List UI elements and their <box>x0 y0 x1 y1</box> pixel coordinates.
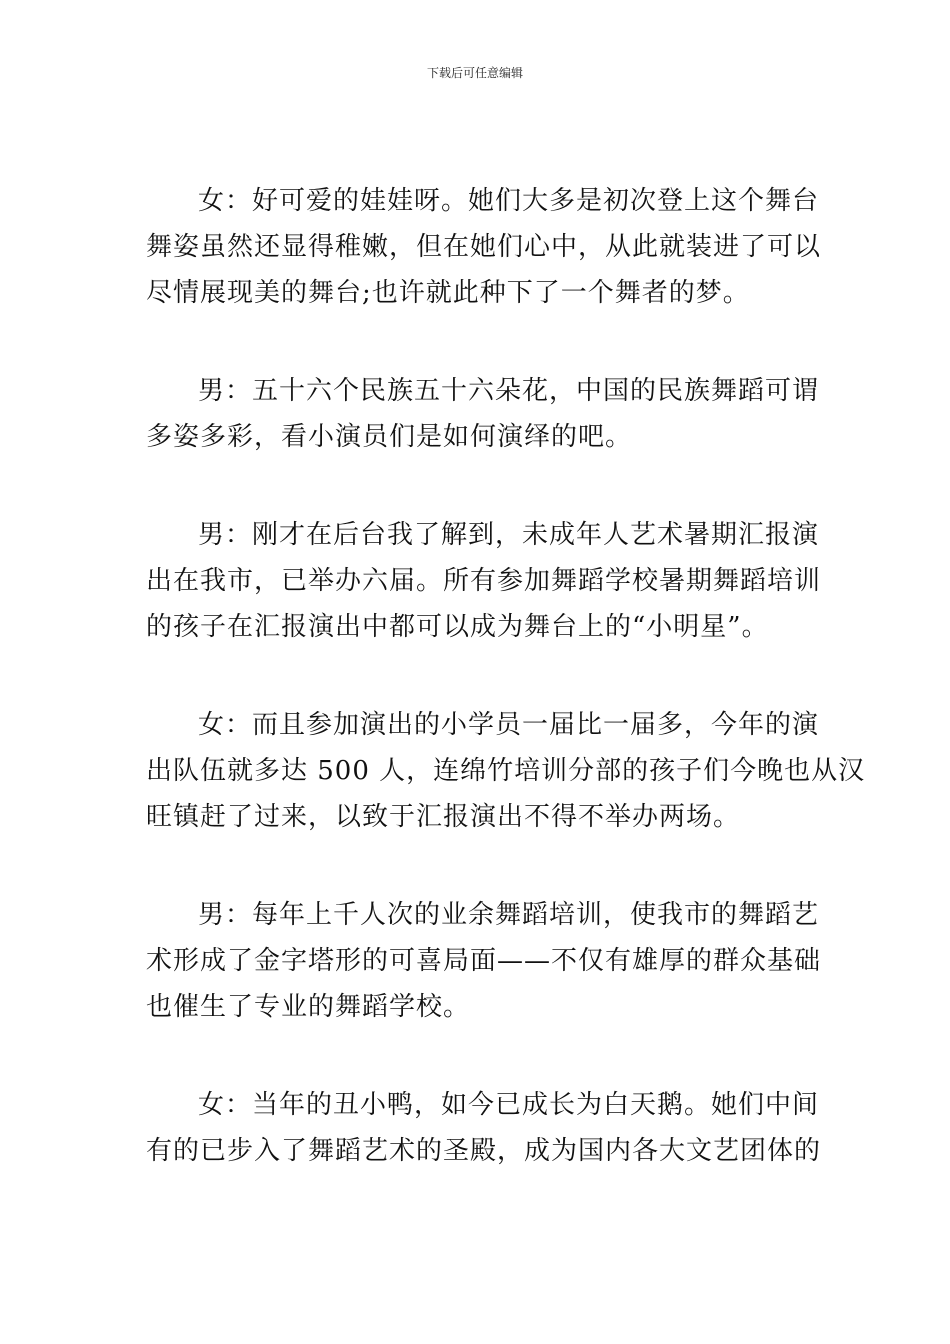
document-body <box>146 178 866 1226</box>
paragraph-line: 多姿多彩，看小演员们是如何演绎的吧。 <box>146 422 633 452</box>
paragraph-line: 女：当年的丑小鸭，如今已成长为白天鹅。她们中间 <box>198 1090 820 1120</box>
paragraph-line: 也催生了专业的舞蹈学校。 <box>146 992 471 1022</box>
paragraph-line: 的孩子在汇报演出中都可以成为舞台上的“小明星”。 <box>146 612 769 642</box>
paragraph-line: 出在我市，已举办六届。所有参加舞蹈学校暑期舞蹈培训 <box>146 566 822 596</box>
paragraph-line: 男：五十六个民族五十六朵花，中国的民族舞蹈可谓 <box>198 376 820 406</box>
paragraph-line: 舞姿虽然还显得稚嫩，但在她们心中，从此就装进了可以 <box>146 232 822 262</box>
paragraph-3 <box>146 512 822 650</box>
paragraph-line: 术形成了金字塔形的可喜局面——不仅有雄厚的群众基础 <box>146 946 822 976</box>
paragraph-line: 出队伍就多达 500 人，连绵竹培训分部的孩子们今晚也从汉 <box>146 756 866 786</box>
paragraph-line: 旺镇赶了过来，以致于汇报演出不得不举办两场。 <box>146 802 741 832</box>
paragraph-line: 男：刚才在后台我了解到，未成年人艺术暑期汇报演 <box>198 520 820 550</box>
paragraph-6 <box>146 1082 822 1174</box>
paragraph-line: 女：好可爱的娃娃呀。她们大多是初次登上这个舞台 <box>198 186 820 216</box>
paragraph-1 <box>146 178 822 316</box>
paragraph-line: 女：而且参加演出的小学员一届比一届多，今年的演 <box>198 710 820 740</box>
paragraph-line: 有的已步入了舞蹈艺术的圣殿，成为国内各大文艺团体的 <box>146 1136 822 1166</box>
paragraph-5 <box>146 892 822 1030</box>
paragraph-2 <box>146 368 820 460</box>
paragraph-line: 尽情展现美的舞台;也许就此种下了一个舞者的梦。 <box>146 278 750 308</box>
paragraph-line: 男：每年上千人次的业余舞蹈培训，使我市的舞蹈艺 <box>198 900 820 930</box>
page-header: 下载后可任意编辑 <box>426 66 523 80</box>
paragraph-4 <box>146 702 866 840</box>
